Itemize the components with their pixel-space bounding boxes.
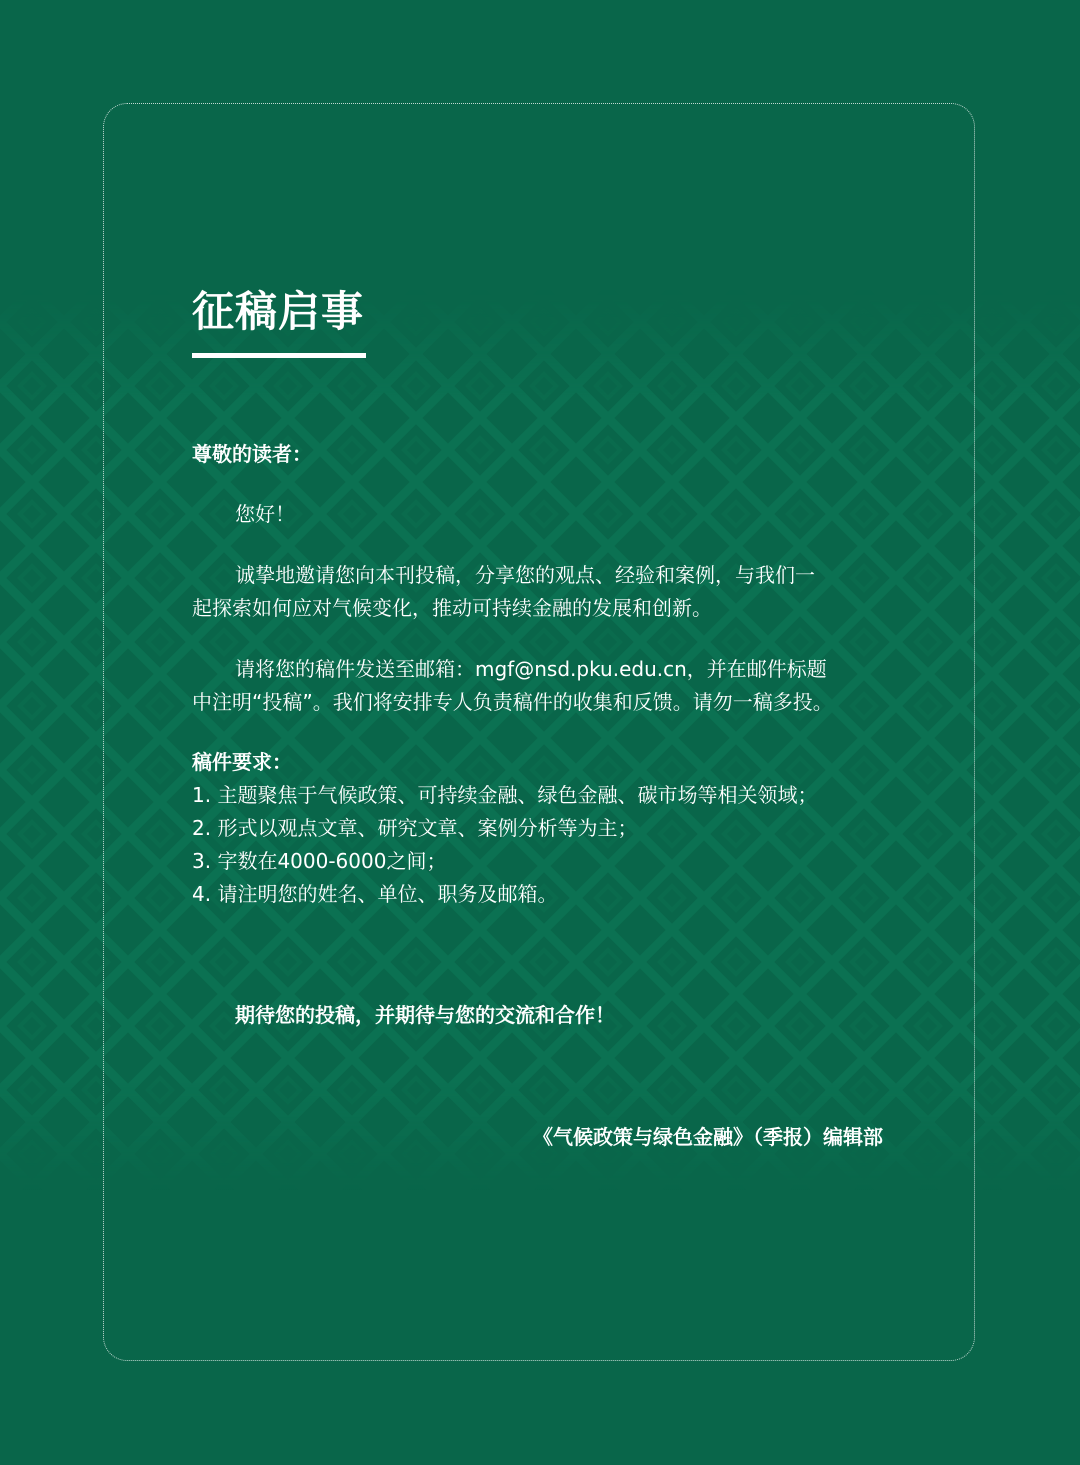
submission-email-link[interactable]: mgf@nsd.pku.edu.cn: [475, 657, 687, 681]
title-underline: [192, 353, 366, 358]
closing-message: 期待您的投稿，并期待与您的交流和合作！: [235, 1003, 615, 1027]
requirement-item: 1. 主题聚焦于气候政策、可持续金融、绿色金融、碳市场等相关领域；: [192, 783, 818, 807]
requirements-heading: 稿件要求：: [192, 750, 292, 774]
invitation-line-2: 起探索如何应对气候变化，推动可持续金融的发展和创新。: [192, 596, 712, 620]
invitation-line-1: 诚挚地邀请您向本刊投稿，分享您的观点、经验和案例，与我们一: [235, 563, 815, 587]
submission-line-2: 中注明“投稿”。我们将安排专人负责稿件的收集和反馈。请勿一稿多投。: [192, 690, 833, 714]
requirement-item: 3. 字数在4000-6000之间；: [192, 849, 447, 873]
submission-suffix: ，并在邮件标题: [686, 657, 827, 681]
submission-prefix: 请将您的稿件发送至邮箱：: [235, 657, 475, 681]
page-title: 征稿启事: [192, 287, 365, 336]
requirement-item: 4. 请注明您的姓名、单位、职务及邮箱。: [192, 882, 558, 906]
call-for-papers-notice: [192, 0, 887, 1465]
requirement-item: 2. 形式以观点文章、研究文章、案例分析等为主；: [192, 816, 638, 840]
salutation: 尊敬的读者：: [192, 442, 312, 466]
editorial-signature: 《气候政策与绿色金融》（季报）编辑部: [533, 1125, 883, 1149]
greeting: 您好！: [235, 502, 295, 526]
submission-line-1: [235, 653, 827, 686]
